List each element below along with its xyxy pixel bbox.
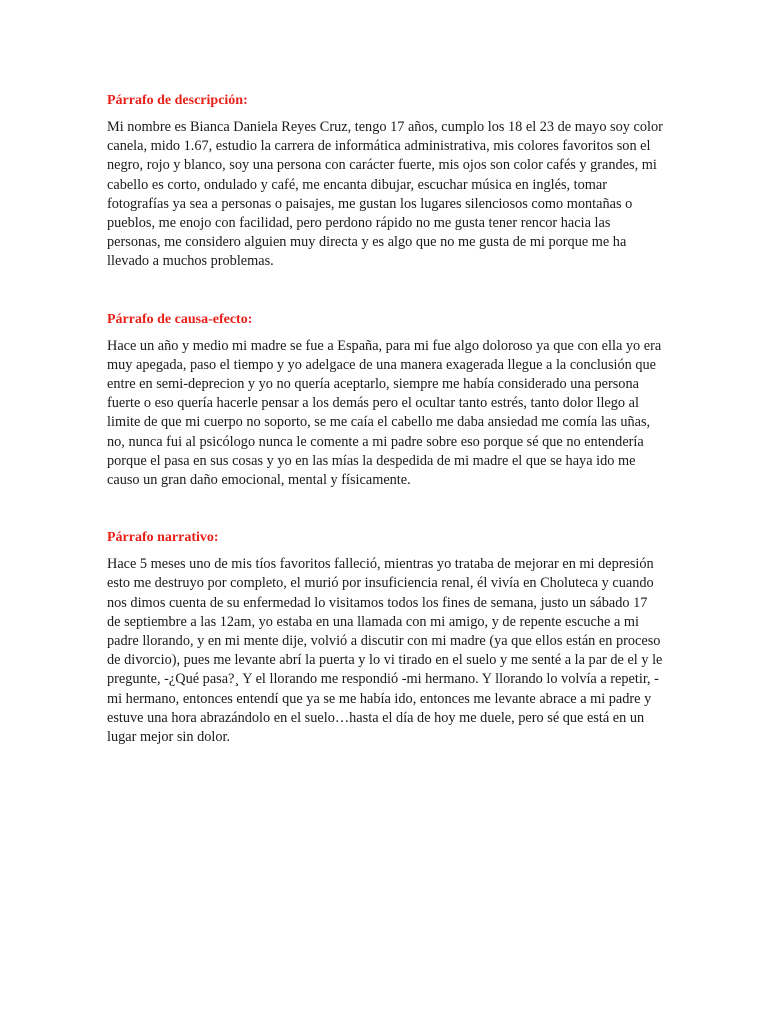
section-heading: Párrafo narrativo: [107, 530, 219, 546]
section-paragraph: Hace un año y medio mi madre se fue a España, para mi fue algo doloroso ya que con ella yo era muy apegada, paso el tiempo y yo adelgace de una manera exagerada llegue a la conclusión que entre en semi-deprecion y yo no quería aceptarlo, siempre me había considerado una persona fuerte o eso quería hacerle pensar a los demás pero el ocultar tanto estrés, tanto dolor llego al limite de que mi cuerpo no soporto, se me caía el cabello me daba ansiedad me comía las uñas, no, nunca fui al psicólogo nunca le comente a mi padre sobre eso porque sé que no entendería porque el pasa en sus cosas y yo en las mías la despedida de mi madre el que se haya ido me causo un gran daño emocional, mental y físicamente. [107, 337, 662, 489]
document-page [107, 91, 663, 747]
section-descripcion [107, 91, 663, 272]
section-narrativo [107, 528, 663, 747]
section-heading: Párrafo de causa-efecto: [107, 311, 253, 327]
section-paragraph: Hace 5 meses uno de mis tíos favoritos falleció, mientras yo trataba de mejorar en mi depresión esto me destruyo por completo, el murió por insuficiencia renal, él vivía en Choluteca y cuando nos dimos cuenta de su enfermedad lo visitamos todos los fines de semana, justo un sábado 17 de septiembre a las 12am, yo estaba en una llamada con mi amigo, y de repente escuche a mi padre llorando, y en mi mente dije, volvió a discutir con mi madre (ya que ellos están en proceso de divorcio), pues me levante abrí la puerta y lo vi tirado en el suelo y me senté a la par de el y le pregunte, -¿Qué pasa?¸ Y el llorando me respondió -mi hermano. Y llorando lo volvía a repetir, -mi hermano, entonces entendí que ya se me había ido, entonces me levante abrace a mi padre y estuve una hora abrazándolo en el suelo…hasta el día de hoy me duele, pero sé que está en un lugar mejor sin dolor. [107, 556, 663, 746]
section-paragraph: Mi nombre es Bianca Daniela Reyes Cruz, tengo 17 años, cumplo los 18 el 23 de mayo soy color canela, mido 1.67, estudio la carrera de informática administrativa, mis colores favoritos son el negro, rojo y blanco, soy una persona con carácter fuerte, mis ojos son color cafés y grandes, mi cabello es corto, ondulado y café, me encanta dibujar, escuchar música en inglés, tomar fotografías ya sea a personas o paisajes, me gustan los lugares silenciosos como montañas o pueblos, me enojo con facilidad, pero perdono rápido no me gusta tener rencor hacia las personas, me considero alguien muy directa y es algo que no me gusta de mi porque me ha llevado a muchos problemas. [107, 119, 663, 270]
section-causa-efecto [107, 310, 663, 491]
section-heading: Párrafo de descripción: [107, 93, 248, 108]
